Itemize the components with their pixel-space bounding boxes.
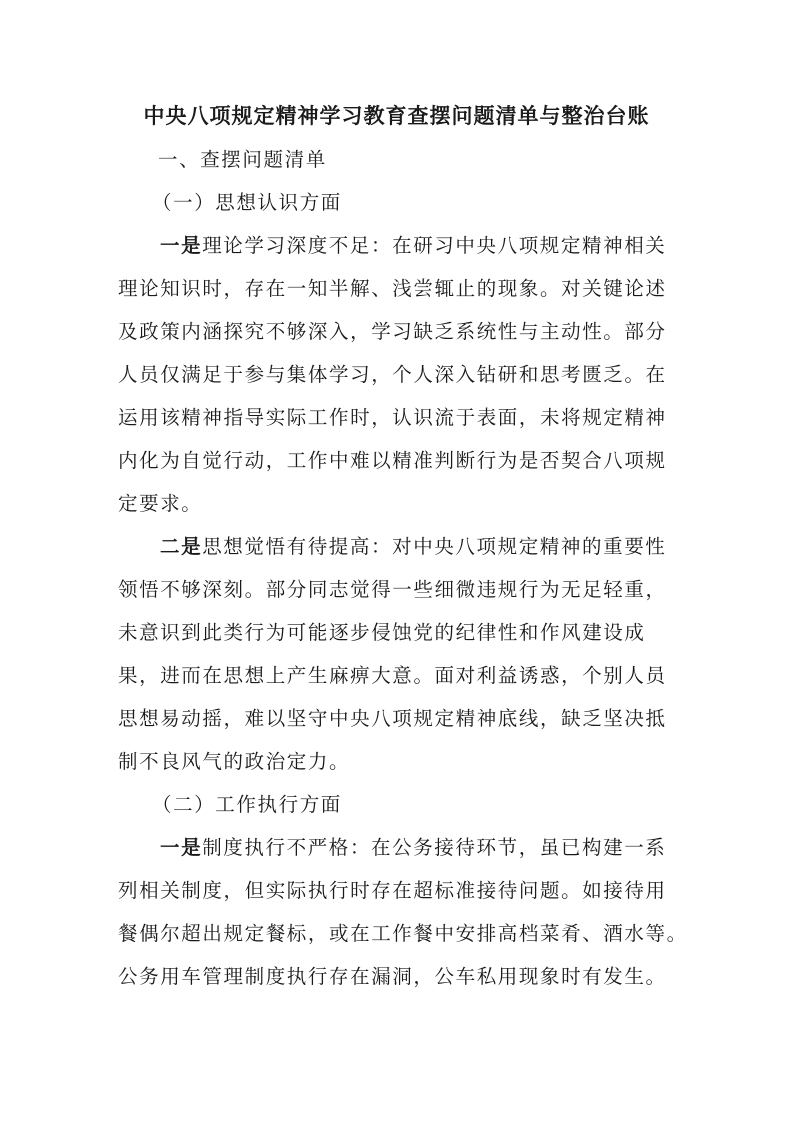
paragraph-line: 列相关制度，但实际执行时存在超标准接待问题。如接待用 (118, 879, 667, 902)
subsection-heading: （二）工作执行方面 (152, 793, 342, 816)
paragraph-line: 领悟不够深刻。部分同志觉得一些细微违规行为无足轻重， (118, 578, 667, 601)
paragraph-lead: 一是 (160, 234, 203, 257)
paragraph-text: 理论学习深度不足：在研习中央八项规定精神相关 (202, 234, 667, 257)
paragraph-line: 运用该精神指导实际工作时，认识流于表面，未将规定精神 (118, 406, 667, 429)
paragraph-line: 未意识到此类行为可能逐步侵蚀党的纪律性和作风建设成 (118, 621, 646, 644)
paragraph-line: 内化为自觉行动，工作中难以精准判断行为是否契合八项规 (118, 449, 667, 472)
paragraph-text: 思想觉悟有待提高：对中央八项规定精神的重要性 (202, 535, 667, 558)
document-title: 中央八项规定精神学习教育查摆问题清单与整治台账 (143, 103, 650, 128)
paragraph-line: 理论知识时，存在一知半解、浅尝辄止的现象。对关键论述 (118, 277, 667, 300)
paragraph-line: 人员仅满足于参与集体学习，个人深入钻研和思考匮乏。在 (118, 363, 667, 386)
paragraph-line (160, 838, 666, 858)
paragraph-line: 定要求。 (118, 492, 203, 515)
paragraph-line: 思想易动摇，难以坚守中央八项规定精神底线，缺乏坚决抵 (118, 707, 667, 730)
subsection-heading: （一）思想认识方面 (152, 191, 342, 214)
paragraph-line: 果，进而在思想上产生麻痹大意。面对利益诱惑，个别人员 (118, 664, 667, 687)
paragraph-lead: 二是 (160, 535, 203, 558)
section-heading: 一、查摆问题清单 (158, 148, 327, 171)
paragraph-line: 餐偶尔超出规定餐标，或在工作餐中安排高档菜肴、酒水等。 (118, 922, 688, 945)
paragraph-line (160, 537, 666, 557)
paragraph-lead: 一是 (160, 836, 203, 859)
paragraph-line: 制不良风气的政治定力。 (118, 750, 351, 773)
paragraph-line: 公务用车管理制度执行存在漏洞，公车私用现象时有发生。 (118, 965, 667, 988)
paragraph-line: 及政策内涵探究不够深入，学习缺乏系统性与主动性。部分 (118, 320, 667, 343)
paragraph-text: 制度执行不严格：在公务接待环节，虽已构建一系 (202, 836, 667, 859)
paragraph-line (160, 236, 666, 256)
